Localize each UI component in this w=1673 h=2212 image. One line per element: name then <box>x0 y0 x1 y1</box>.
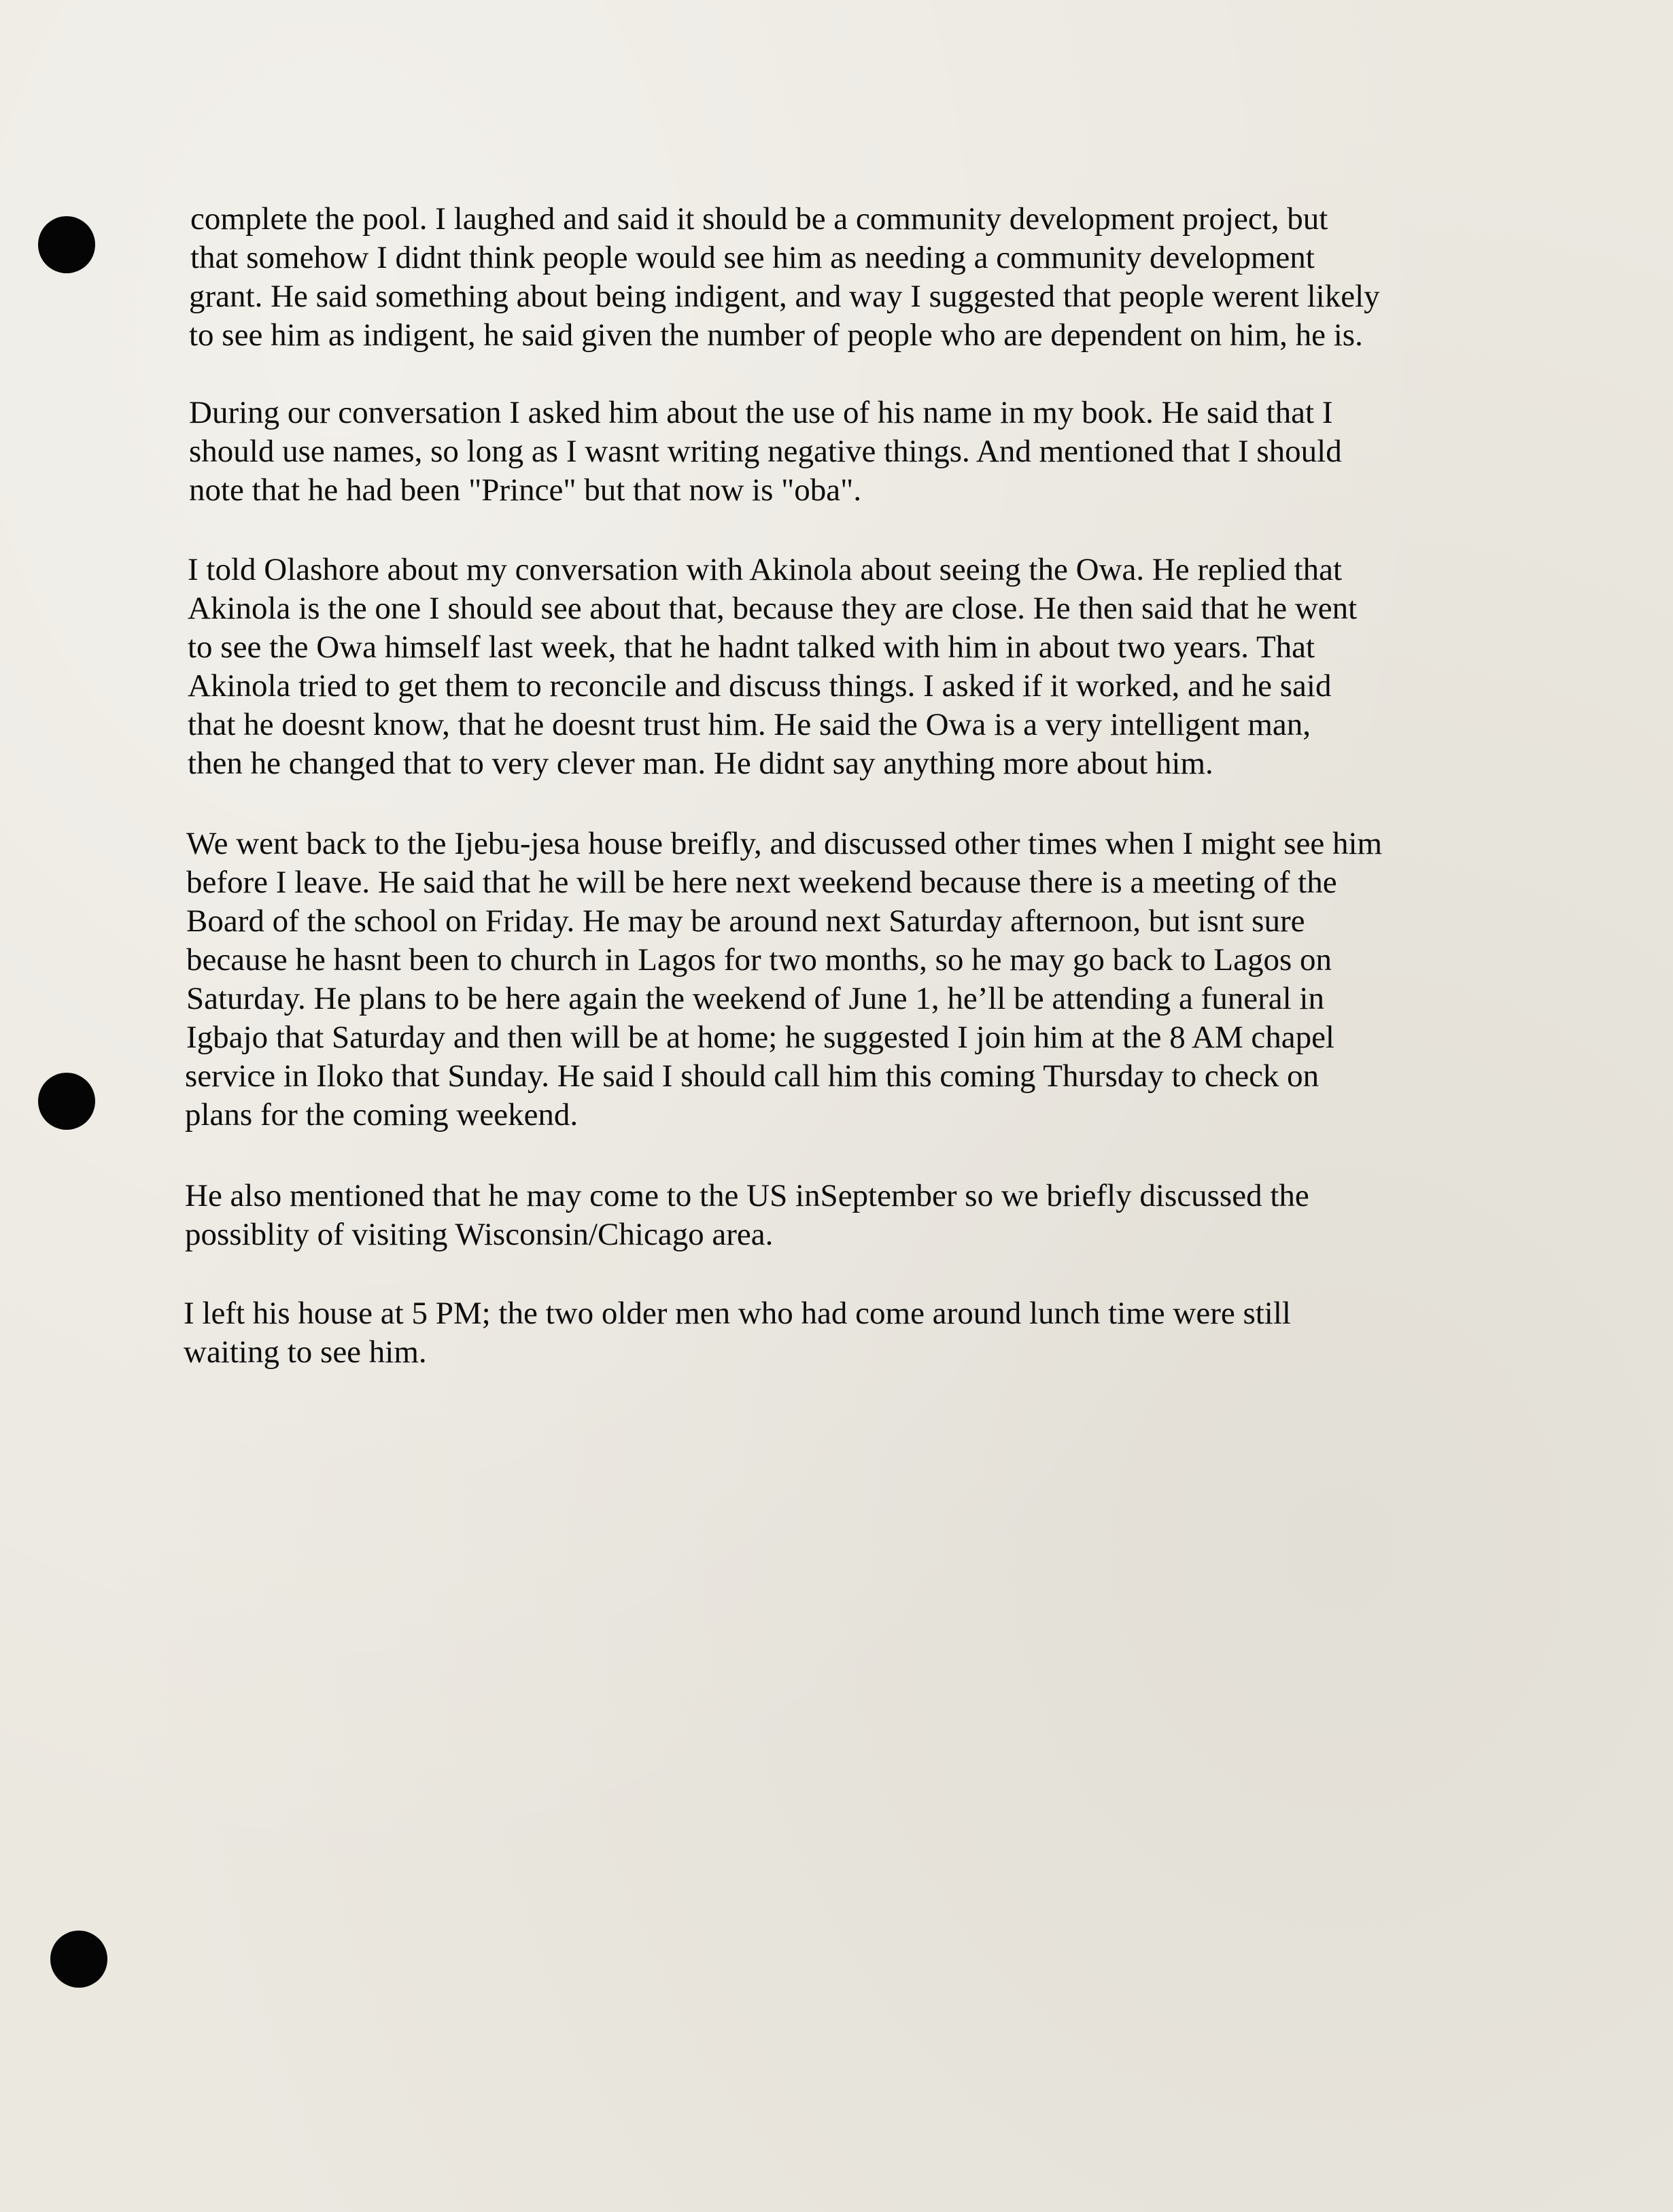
text-line: plans for the coming weekend. <box>185 1097 579 1133</box>
text-line: waiting to see him. <box>184 1334 427 1370</box>
text-line: note that he had been "Prince" but that now is "oba". <box>189 472 862 508</box>
text-line: Akinola is the one I should see about that, because they are close. He then said that he went <box>188 591 1358 626</box>
text-line: Board of the school on Friday. He may be around next Saturday afternoon, but isnt sure <box>186 903 1305 939</box>
text-line: I told Olashore about my conversation with Akinola about seeing the Owa. He replied that <box>188 552 1343 587</box>
text-line: We went back to the Ijebu-jesa house breifly, and discussed other times when I might see him <box>186 826 1383 861</box>
punch-hole-bottom <box>50 1931 107 1988</box>
text-line: possiblity of visiting Wisconsin/Chicago area. <box>185 1217 774 1252</box>
text-line: then he changed that to very clever man. He didnt say anything more about him. <box>188 746 1213 781</box>
text-line: Igbajo that Saturday and then will be at home; he suggested I join him at the 8 AM chapel <box>186 1020 1334 1055</box>
text-line: to see the Owa himself last week, that he hadnt talked with him in about two years. That <box>188 629 1315 665</box>
text-line: service in Iloko that Sunday. He said I should call him this coming Thursday to check on <box>185 1058 1320 1094</box>
text-line: because he hasnt been to church in Lagos for two months, so he may go back to Lagos on <box>186 942 1332 978</box>
text-line: I left his house at 5 PM; the two older men who had come around lunch time were still <box>184 1296 1291 1331</box>
text-line: Saturday. He plans to be here again the weekend of June 1, he’ll be attending a funeral in <box>186 981 1324 1016</box>
text-line: that he doesnt know, that he doesnt trust him. He said the Owa is a very intelligent man, <box>188 707 1311 742</box>
punch-hole-middle <box>38 1073 95 1130</box>
text-line: During our conversation I asked him about the use of his name in my book. He said that I <box>189 395 1333 430</box>
text-line: Akinola tried to get them to reconcile and discuss things. I asked if it worked, and he said <box>188 668 1332 704</box>
text-line: complete the pool. I laughed and said it should be a community development project, but <box>190 201 1328 237</box>
text-line: He also mentioned that he may come to the US inSeptember so we briefly discussed the <box>185 1178 1309 1213</box>
text-line: should use names, so long as I wasnt writing negative things. And mentioned that I should <box>189 434 1342 469</box>
text-line: grant. He said something about being indigent, and way I suggested that people werent likely <box>189 279 1380 314</box>
punch-hole-top <box>38 216 95 273</box>
text-line: before I leave. He said that he will be here next weekend because there is a meeting of the <box>186 865 1337 900</box>
text-line: that somehow I didnt think people would see him as needing a community development <box>190 240 1315 275</box>
text-line: to see him as indigent, he said given the number of people who are dependent on him, he is. <box>189 317 1363 353</box>
